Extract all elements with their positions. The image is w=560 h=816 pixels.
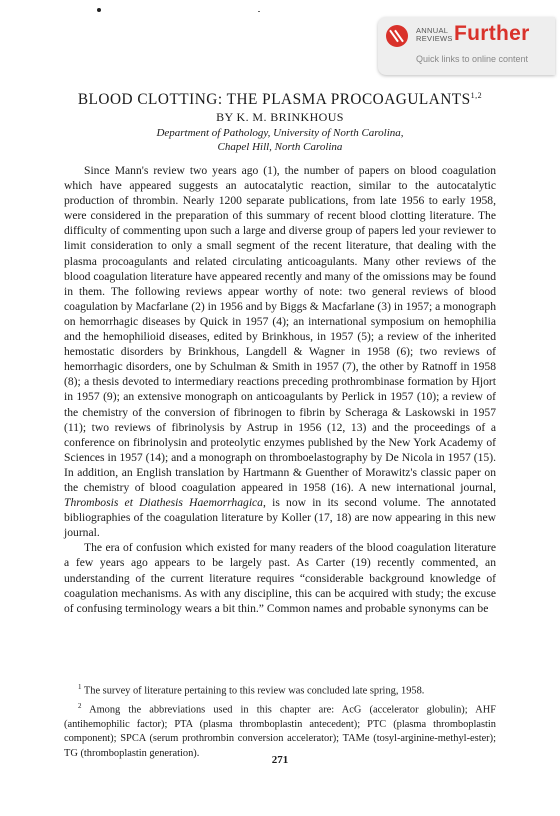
body-paragraph-2: The era of confusion which existed for many readers of the blood coagulation literature a few years ago appears to be largely past. As Carter (19) recently commented, an understanding of the current literature requires “considerable background knowledge of coagulation mechanisms. As with any discipline, this can be acquired with study; the excuse of confusing terminology wears a bit thin.” Common names and probable synonyms can be (64, 541, 496, 615)
paragraph1-part2: , is now in its second volume. The annotated bibliographies of the coagulation literature by Koller (17, 18) are now appearing in this new journal. (64, 496, 496, 540)
scan-speck (97, 8, 101, 12)
badge-brand-line2: REVIEWS (416, 34, 453, 43)
paragraph1-part1: Since Mann's review two years ago (1), the number of papers on blood coagulation which have appeared suggests an autocatalytic reaction, similar to the autocatalytic production of thrombin. Nearly 1200 separate publications, from late 1956 to early 1958, were considered in the preparation of this summary of recent blood clotting literature. The difficulty of commenting upon such a large and diverse group of papers led your reviewer to limit consideration to only a small segment of the recent literature, that dealing with the plasma procoagulants and related circulating anticoagulants. Many other reviews of the blood coagulation literature have appeared recently and many of the omissions may be found in them. The following reviews appear worthy of note: two general reviews of blood coagulation by Macfarlane (2) in 1956 and by Biggs & Macfarlane (3) in 1957; a monograph on hemorrhagic diseases by Quick in 1957 (4); an international symposium on hemophilia and the hemophilioid diseases, edited by Brinkhous, in 1957 (5); a review of the inherited hemostatic disorders by Brinkhous, Langdell & Wagner in 1958 (6); two reviews of hemorrhagic disorders, one by Schulman & Smith in 1957 (7), the other by Ratnoff in 1958 (8); a thesis devoted to intermediary reactions preceding prothrombinase formation by Hjort in 1957 (9); an extensive monograph on anticoagulants by Perlick in 1957 (10); a review of the chemistry of the conversion of fibrinogen to fibrin by Scheraga & Laskowski in 1957 (11); two reviews of fibrinolysis by Astrup in 1956 (12, 13) and the proceedings of a conference on fibrinolysin and proteolytic enzymes published by the New York Academy of Sciences in 1957 (14); and a monograph on thromboelastography by De Nicola in 1957 (15). In addition, an English translation by Hartmann & Guenther of Morawitz's classic paper on the chemistry of blood coagulation appeared in 1958 (16). A new international journal, (64, 164, 496, 494)
footnote-2 (64, 699, 496, 761)
affiliation-line2: Chapel Hill, North Carolina (217, 141, 343, 153)
article-author: BY K. M. BRINKHOUS (216, 110, 344, 124)
body-paragraph-1 (64, 163, 496, 540)
page-number: 271 (271, 754, 289, 766)
badge-subtitle[interactable]: Quick links to online content (416, 54, 529, 64)
journal-name: Thrombosis et Diathesis Haemorrhagica (64, 496, 263, 510)
badge-further-label[interactable]: Further (454, 22, 530, 45)
badge-brand (416, 27, 453, 43)
article-title-text: BLOOD CLOTTING: THE PLASMA PROCOAGULANTS (77, 91, 471, 109)
footnote-2-mark: 2 (78, 701, 82, 710)
affiliation-line1: Department of Pathology, University of North Carolina, (156, 127, 404, 139)
title-footnote-marks: 1,2 (470, 91, 483, 100)
scan-mark (258, 11, 260, 12)
article-affiliation (60, 126, 500, 154)
footnotes (64, 680, 496, 761)
footnote-1-mark: 1 (78, 683, 82, 691)
footnote-2-text: Among the abbreviations used in this chapter are: AcG (accelerator globulin); AHF (antihemophilic factor); PTA (plasma thromboplastin antecedent); PTC (plasma thromboplastin component); SPCA (serum prothrombin conversion accelerator); TAMe (tosyl-arginine-methyl-ester); TG (thromboplastin generation). (64, 704, 497, 759)
annual-reviews-logo-icon (386, 25, 408, 47)
badge-brand-line1: ANNUAL (416, 26, 449, 35)
further-badge[interactable] (378, 17, 555, 75)
article-title (60, 91, 500, 109)
article-body (64, 163, 496, 616)
footnote-1-text: The survey of literature pertaining to this review was concluded late spring, 1958. (83, 685, 425, 697)
footnote-1 (64, 680, 496, 699)
